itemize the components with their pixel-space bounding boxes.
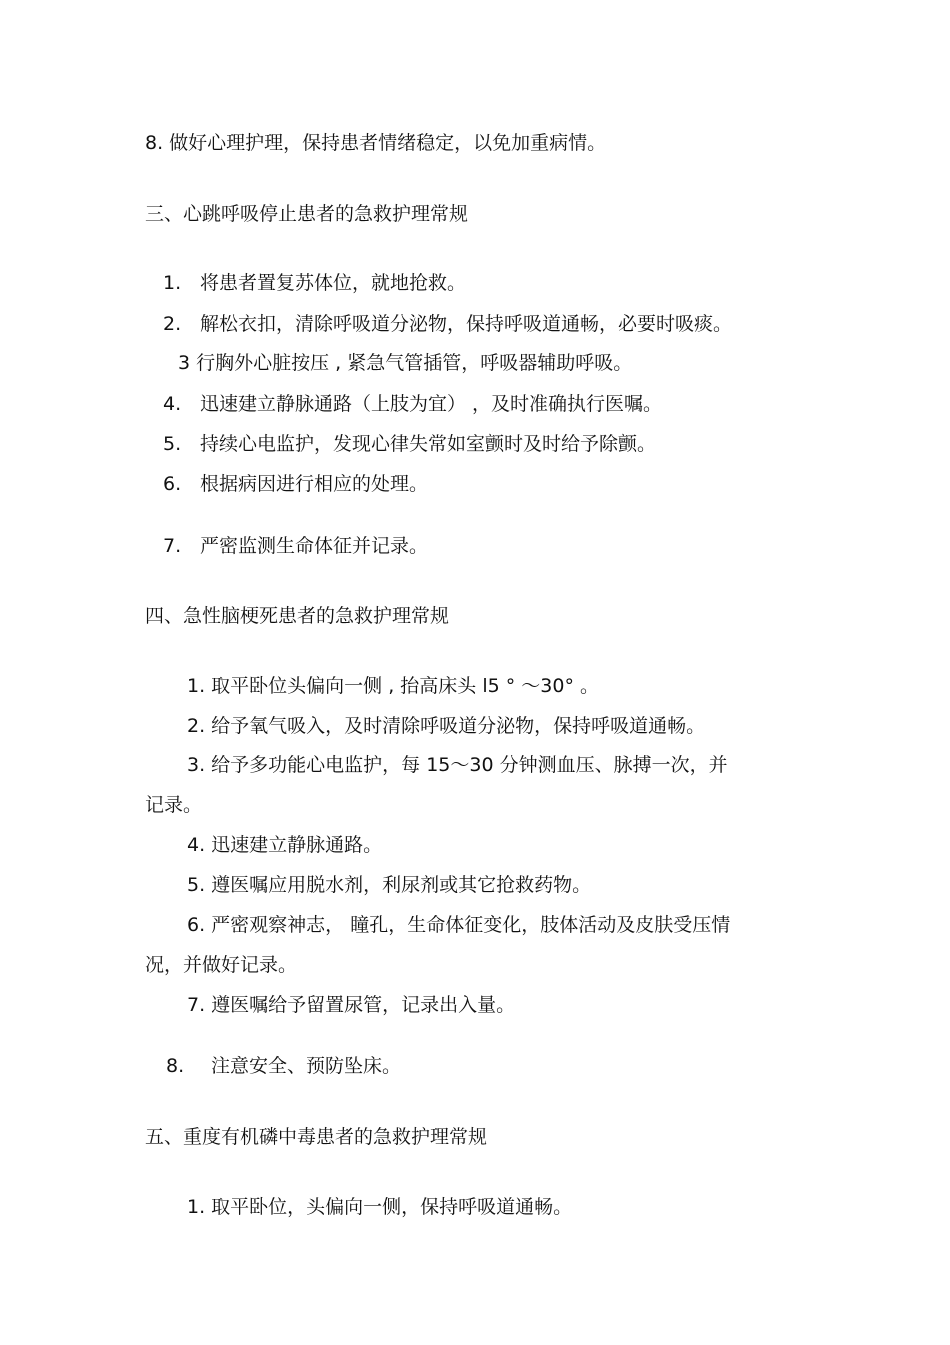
item-text: 8. 做好心理护理，保持患者情绪稳定，以免加重病情。 [145, 132, 607, 154]
list-item [163, 392, 662, 416]
section-heading: 三、心跳呼吸停止患者的急救护理常规 [145, 203, 469, 225]
list-item [187, 873, 591, 897]
list-item-continuation [145, 793, 202, 817]
item-text: 严密监测生命体征并记录。 [200, 535, 429, 557]
item-text: 3 行胸外心脏按压 , 紧急气管插管，呼吸器辅助呼吸。 [178, 352, 633, 374]
list-item [187, 1195, 572, 1219]
item-text: 7. 遵医嘱给予留置尿管，记录出入量。 [187, 994, 516, 1016]
list-item [163, 432, 656, 456]
item-text: 将患者置复苏体位，就地抢救。 [200, 272, 467, 294]
section-heading: 四、急性脑梗死患者的急救护理常规 [145, 605, 450, 627]
item-number: 1. [163, 272, 182, 294]
list-item [163, 271, 466, 295]
item-text: 2. 给予氧气吸入，及时清除呼吸道分泌物，保持呼吸道通畅。 [187, 715, 706, 737]
list-item [187, 993, 515, 1017]
item-number: 5. [163, 433, 182, 455]
list-item [145, 131, 606, 155]
list-item [187, 674, 599, 698]
section-heading: 五、重度有机磷中毒患者的急救护理常规 [145, 1126, 488, 1148]
item-text: 1. 取平卧位，头偏向一侧，保持呼吸道通畅。 [187, 1196, 573, 1218]
list-item [163, 472, 428, 496]
item-number: 8. [166, 1055, 185, 1077]
item-text: 3. 给予多功能心电监护，每 15～30 分钟测血压、脉搏一次，并 [187, 754, 728, 776]
list-item [187, 753, 728, 777]
list-item [178, 351, 632, 375]
item-text: 记录。 [145, 794, 203, 816]
item-number: 7. [163, 535, 182, 557]
item-text: 4. 迅速建立静脉通路。 [187, 834, 383, 856]
item-text: 解松衣扣，清除呼吸道分泌物，保持呼吸道通畅，必要时吸痰。 [200, 313, 733, 335]
item-number: 4. [163, 393, 182, 415]
list-item [166, 1054, 401, 1078]
item-number: 6. [163, 473, 182, 495]
list-item [187, 833, 382, 857]
item-text: 6. 严密观察神志， 瞳孔，生命体征变化，肢体活动及皮肤受压情 [187, 914, 731, 936]
list-item [187, 714, 705, 738]
list-item [163, 312, 732, 336]
item-text: 迅速建立静脉通路（上肢为宜） ，及时准确执行医嘱。 [200, 393, 663, 415]
item-text: 根据病因进行相应的处理。 [200, 473, 429, 495]
list-item [187, 913, 730, 937]
item-text: 况，并做好记录。 [145, 954, 298, 976]
list-item-continuation [145, 953, 297, 977]
item-text: 5. 遵医嘱应用脱水剂，利尿剂或其它抢救药物。 [187, 874, 592, 896]
item-text: 1. 取平卧位头偏向一侧 , 抬高床头 l5 ° ～30° 。 [187, 675, 599, 697]
item-text: 持续心电监护，发现心律失常如室颤时及时给予除颤。 [200, 433, 657, 455]
item-number: 2. [163, 313, 182, 335]
item-text: 注意安全、预防坠床。 [211, 1055, 402, 1077]
list-item [163, 534, 428, 558]
